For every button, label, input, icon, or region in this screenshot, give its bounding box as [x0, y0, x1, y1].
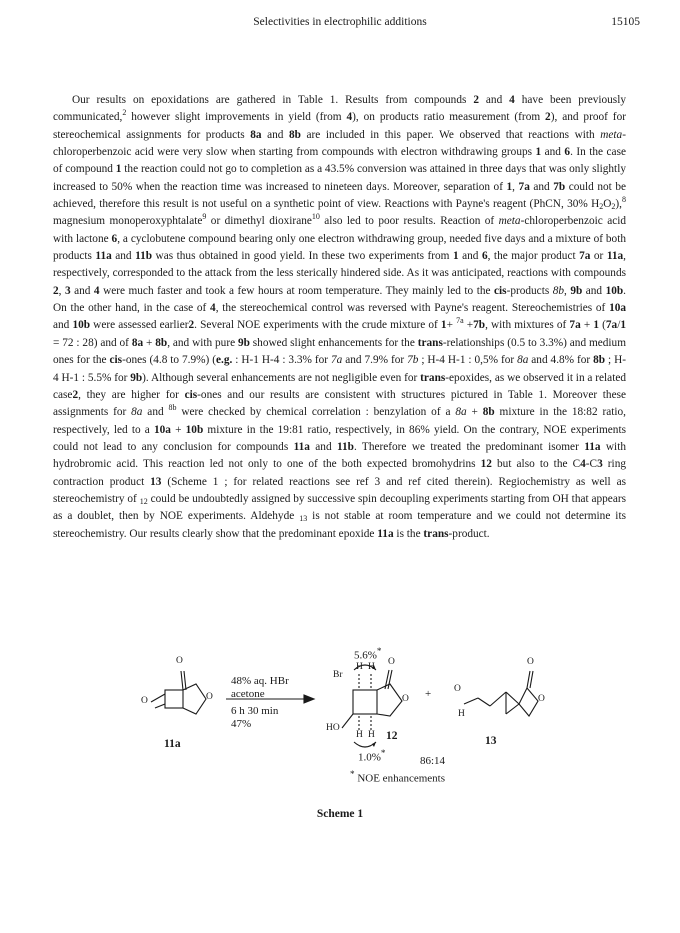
atom-label-h: H — [368, 730, 375, 740]
reaction-time: 6 h 30 min — [231, 705, 279, 717]
atom-label-br: Br — [333, 670, 343, 680]
atom-label-h: H — [458, 709, 465, 719]
scheme-caption: Scheme 1 — [316, 808, 364, 820]
atom-label-o: O — [388, 657, 395, 667]
reagent-solvent: acetone — [231, 688, 265, 700]
noe-top-value: 5.6%* — [354, 646, 382, 662]
atom-label-h: H — [368, 662, 375, 672]
compound-label-13: 13 — [485, 735, 497, 747]
reagent-hbr: 48% aq. HBr — [231, 675, 289, 687]
page-number: 15105 — [611, 16, 640, 28]
reaction-yield: 47% — [231, 718, 252, 730]
atom-label-o: O — [141, 696, 148, 706]
body-paragraph: Our results on epoxidations are gathered in Table 1. Results from compounds 2 and 4 have been previously communicated,$^2$ however slight improvements in yield (from 4), on products ratio measurement (from 2), and proof for stereochemical assignments for products 8a and 8b are included in this paper. We observed that reactions with meta-chloroperbenzoic acid were very slow when starting from compounds with electron withdrawing groups 1 and 6. In the case of compound 1 the reaction could not go to completion as a 43.5% conversion was attained in three days that was only slightly increased to 50% when the reaction time was increased to nineteen days. Moreover, separation of 1, 7a and 7b could not be achieved, therefore this result is not useful on a synthetic point of view. Reactions with Payne's reagent (PhCN, 30% $H_2O_2),^8$ magnesium monoperoxyphtalate$^9$ or dimethyl dioxirane$^{10}$ also led to poor results. Reaction of meta-chloroperbenzoic acid with lactone 6, a cyclobutene compound bearing only one electron withdrawing group, needed five days and a mixture of both products 11a and 11b was thus obtained in good yield. In these two experiments from 1 and 6, the major product 7a or 11a, respectively, corresponded to the attack from the less sterically hindered side. As it was anticipated, reactions with compounds 2, 3 and 4 were much faster and took a few hours at room temperature. They mainly led to the cis-products 8b, 9b and 10b. On the other hand, in the case of 4, the stereochemical control was reversed with Payne's reagent. Stereochemistries of 10a and 10b were assessed earlier2. Several NOE experiments with the crude mixture of 1+ $^{7a}$ +7b, with mixtures of 7a + 1 (7a/1 = 72 : 28) and of 8a + 8b, and with pure 9b showed slight enhancements for the trans-relationships (0.5 to 3.3%) and medium ones for the cis-ones (4.8 to 7.9%) (e.g. : H-1 H-4 : 3.3% for 7a and 7.9% for 7b ; H-4 H-1 : 0,5% for 8a and 4.8% for 8b ; H-4 H-1 : 5.5% for 9b). Although several enhancements are not negligible even for trans-epoxides, as we observed it in a related case2, they are higher for cis-ones and our results are consistent with structures pictured in Table 1. Moreover these assignments for 8a and $^{8b}$ were checked by chemical correlation : benzylation of a 8a + 8b mixture in the 18:82 ratio, respectively, led to a 10a + 10b mixture in the 19:81 ratio, respectively, in 86% yield. On the contrary, NOE experiments could not lead to any conclusion for compounds 11a and 11b. Therefore we treated the predominant isomer 11a with hydrobromic acid. This reaction led not only to one of the both expected bromohydrins 12 but also to the C4-C3 ring contraction product 13 (Scheme 1 ; for related reactions see ref 3 and ref cited therein). Regiochemistry as well as stereochemistry of $_{12}$ could be undoubtedly assigned by successive spin decoupling experiments starting from OH that appears as a doublet, then by NOE experiments. Aldehyde $_{13}$ is not stable at room temperature and we could not determine its stereochemistry. Our results clearly show that the predominant epoxide 11a is the trans-product. — [53, 94, 627, 540]
product-ratio: 86:14 — [420, 755, 446, 767]
plus-sign: + — [425, 688, 432, 700]
atom-label-o: O — [206, 692, 213, 702]
atom-label-h: H — [356, 730, 363, 740]
running-title: Selectivities in electrophilic additions — [253, 16, 427, 28]
compound-13-structure — [464, 671, 538, 716]
atom-label-o: O — [538, 694, 545, 704]
atom-label-o: O — [527, 657, 534, 667]
compound-label-12: 12 — [386, 730, 398, 742]
compound-label-11a: 11a — [164, 738, 181, 750]
compound-11a-structure — [151, 671, 206, 714]
atom-label-h: H — [356, 662, 363, 672]
atom-label-o: O — [454, 684, 461, 694]
noe-bottom-value: 1.0%* — [358, 748, 386, 764]
scheme-1 — [0, 648, 680, 858]
atom-label-o: O — [402, 694, 409, 704]
atom-label-ho: HO — [326, 723, 340, 733]
noe-note: * NOE enhancements — [350, 769, 445, 785]
atom-label-o: O — [176, 656, 183, 666]
